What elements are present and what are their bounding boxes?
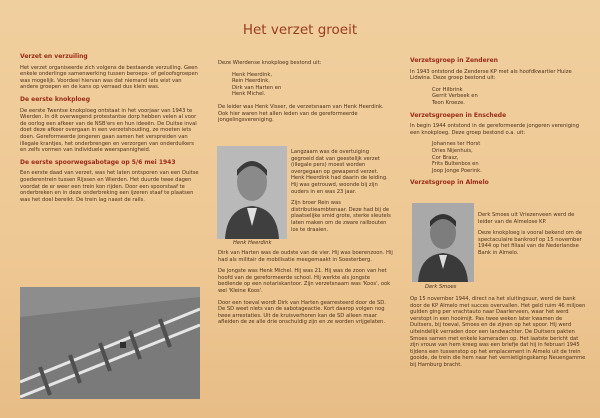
list-item: Dries Nijenhuis, [432, 147, 473, 154]
paragraph-bankroof: Deze knokploeg is vooral bekend om de spectaculaire bankroof op 15 november 1944 op het filiaal van de Nederlandse Bank in Almelo. [478, 230, 582, 256]
portrait-icon [217, 146, 287, 239]
heading-enschede: Verzetsgroepen in Enschede [410, 111, 507, 119]
enschede-list [410, 141, 585, 174]
portrait-derk-smoes [412, 203, 474, 282]
list-item: Rein Heerdink, [232, 78, 270, 85]
paragraph-sabotage: Een eerste daad van verzet, was het laten ontsporen van een Duitse goederentrein tussen Rijssen en Wierden. Het duurde twee dagen voordat de er weer een trein kon rijden. Door een spoorstaaf te onderbreken en in deze onderbreking een ijzeren staaf te plaatsen was het doel bereikt. De trein lag naast de rails. [20, 170, 199, 203]
list-item: Gerrit Verbeek en [432, 93, 478, 100]
list-item: Cor Brasz, [432, 154, 459, 161]
member-list [218, 72, 393, 98]
caption-henk-heerdink: Henk Heerdink [233, 240, 272, 246]
paragraph-overtuiging: Langzaam was de overtuiging gegroeid dat van geestelijk verzet (illegale pers) moest worden overgegaan op gewapend verzet. Henk Heerdink had daarin de leiding. Hij was getrouwd, woonde bij zijn ouders in en was 23 jaar. [291, 149, 388, 195]
paragraph-zenderen: In 1943 ontstond de Zenderse KP met als hoofdkwartier Huize Lidwina. Deze groep bestond uit: [410, 68, 572, 82]
list-item: Henk Michel. [232, 91, 266, 98]
portrait-icon [412, 203, 474, 282]
paragraph-knokploeg: De eerste Twentse knokploeg ontstaat in het voorjaar van 1943 te Wierden. In dit overwegend protestantse dorp hebben velen al voor de oorlog een afkeer van de NSB'ers en hun ideeën. De Duitse inval doet deze afkeer overgaan in een verzetshouding, ze moeten iets doen. Gereformeerde jongeren gaan samen het verspreiden van illegale krantjes, het onderbrengen en verzorgen van onderduikers en zelfs vormen van individuele weerspannigheid. [20, 107, 197, 154]
column-right [410, 52, 585, 191]
paragraph-overval: Op 15 november 1944, direct na het sluitingsuur, werd de bank door de KP Almelo met succes overvallen. Het geld ruim 46 miljoen gulden ging per vrachtauto naar Daarlerveen, waar het werd verstopt in een hooimijt. Pas twee weken later kwamen de Duitsers, bij toeval, Smoes en de zijnen op het spoor. Hij werd uiteindelijk verraden door een landwachter. De Duitsers pakten Smoes samen met enkele kameraden op. Het laatste bericht dat zijn vrouw van hem kreeg was een briefje dat hij in februari 1945 tijdens een tussenstop op het emplacement in Almelo uit de trein gooide, de trein die hem naar het vernietigingskamp Neuengamme bij Hamburg bracht. [410, 296, 586, 368]
list-item: Cor Hilbrink [432, 86, 463, 93]
paragraph-rein: Zijn broer Rein was distributieambtenaar. Deze had bij de plaatselijke smid grote, sterke sleutels laten maken om de zware railbouten los te draaien. [291, 200, 391, 233]
right-lower-text [410, 296, 586, 369]
column-left [20, 48, 200, 208]
middle-wrap-text [291, 149, 391, 238]
paragraph-dirk: Dirk van Harten was de oudste van de vier. Hij was boerenzoon. Hij had als militair de mobilisatie meegemaakt in Soesterberg. [218, 250, 393, 263]
paragraph-arrestatie: Door een toeval wordt Dirk van Harten gearresteerd door de SD. De SD weet niets van de sabotageactie. Kort daarop volgen nog twee arrestaties. Uit de kruisverhoren kan de SD alleen maar afleiden de ze alle drie onschuldig zijn en ze worden vrijgelaten. [218, 299, 386, 326]
paragraph-henk-michel: De jongste was Henk Michel. Hij was 21. Hij was de zoon van het hoofd van de gereformeerde school. Hij werkte als jongste bediende op een notariskantoor. Zijn verzetsnaam was 'Koos', ook wel 'Kleine Koos'. [218, 268, 391, 294]
heading-zenderen: Verzetsgroep in Zenderen [410, 57, 498, 64]
heading-almelo: Verzetsgroep in Almelo [410, 179, 489, 187]
list-item: Henk Heerdink, [232, 71, 273, 78]
list-item: Teon Kroeze. [432, 99, 465, 106]
right-wrap-text [478, 212, 588, 262]
portrait-henk-heerdink [217, 146, 287, 239]
caption-derk-smoes: Derk Smoes [425, 284, 457, 290]
knokploeg-intro: Deze Wierdense knokploeg bestond uit: [218, 60, 322, 66]
heading-eerste-knokploeg: De eerste knokploeg [20, 95, 91, 103]
page-title: Het verzet groeit [242, 22, 358, 38]
paragraph-verzuiling: Het verzet organiseerde zich volgens de bestaande verzuiling. Geen enkele onderlinge samenwerking tussen beroeps- of geloofsgroepen was mogelijk. Voordeel hiervan was dat niemand iets wist van andere groepen en de kans op verraad dus klein was. [20, 64, 198, 91]
column-middle [218, 60, 393, 129]
zenderen-list [410, 87, 585, 107]
middle-lower-text [218, 250, 393, 331]
paragraph-enschede: In begin 1944 ontstond in de gereformeerde jongeren vereniging een knokploeg. Deze groep bestond o.a. uit: [410, 123, 580, 136]
list-item: Dirk van Harten en [232, 84, 282, 91]
railway-illustration [20, 287, 200, 399]
list-item: Johannes ter Horst [432, 141, 481, 148]
heading-verzet-verzuiling: Verzet en verzuiling [20, 53, 88, 60]
paragraph-derk-leider: Derk Smoes uit Vriezenveen werd de leider van de Almelose KP. [478, 212, 575, 225]
railway-photo [20, 287, 200, 399]
list-item: Frits Bultenbos en [432, 161, 479, 168]
list-item: Joop Jonge Poerink. [432, 167, 482, 174]
heading-spoorwegsabotage: De eerste spoorwegsabotage op 5/6 mei 1943 [20, 158, 176, 166]
paragraph-leider: De leider was Henk Visser, de verzetsnaam van Henk Heerdink. Ook hier waren het allen leden van de gereformeerde jongelingsvereniging. [218, 103, 384, 124]
